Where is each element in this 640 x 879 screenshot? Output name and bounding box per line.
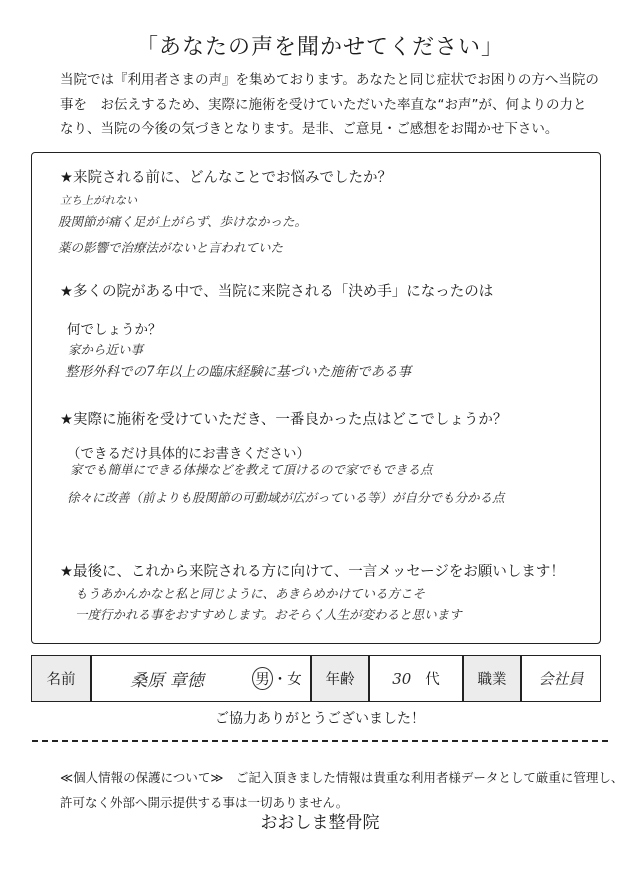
- intro-line: 事を お伝えするため、実際に施術を受けていただいた率直な“お声”が、何よりの力と: [60, 96, 587, 113]
- answer-1-1: 立ち上がれない: [60, 194, 137, 207]
- question-3: ★実際に施術を受けていただき、一番良かった点はどこでしょうか？: [60, 412, 508, 428]
- privacy-line: ≪個人情報の保護について≫ ご記入頂きました情報は貴重な利用者様データとして厳重に管理し、: [60, 770, 624, 785]
- name-value: 桑原 章徳: [130, 671, 204, 691]
- thanks-message: ご協力ありがとうございました！: [215, 711, 425, 727]
- question-4: ★最後に、これから来院される方に向けて、一言メッセージをお願いします！: [60, 564, 565, 580]
- age-field: [370, 656, 462, 701]
- name-label: 名前: [32, 656, 90, 701]
- answer-4-2: 一度行かれる事をおすすめします。おそらく人生が変わると思います: [75, 607, 462, 622]
- dashed-divider: [32, 740, 608, 742]
- gender-separator: ・: [272, 672, 288, 688]
- page-title: 「あなたの声を聞かせてください」: [135, 35, 504, 60]
- clinic-name: おおしま整骨院: [260, 813, 380, 833]
- gender-field: [244, 656, 310, 701]
- answer-2-1: 家から近い事: [68, 342, 144, 357]
- intro-text: [60, 68, 600, 142]
- age-suffix: 代: [425, 672, 440, 688]
- gender-male: 男: [252, 667, 273, 690]
- intro-line: なり、当院の今後の気づきとなります。是非、ご意見・ご感想をお聞かせ下さい。: [60, 121, 559, 137]
- answer-1-3: 薬の影響で治療法がないと言われていた: [58, 240, 284, 255]
- age-label: 年齢: [312, 656, 368, 701]
- question-2: ★多くの院がある中で、当院に来院される「決め手」になったのは: [60, 284, 494, 300]
- info-table: [31, 655, 601, 702]
- age-value: 30: [392, 669, 412, 688]
- answer-3-2: 徐々に改善（前よりも股関節の可動域が広がっている等）が自分でも分かる点: [67, 490, 505, 505]
- gender-female: 女: [287, 672, 302, 688]
- question-3-note: （できるだけ具体的にお書きください）: [67, 446, 310, 462]
- job-label: 職業: [464, 656, 520, 701]
- answer-1-2: 股関節が痛く足が上がらず、歩けなかった。: [58, 214, 308, 229]
- job-value: 会社員: [538, 670, 584, 688]
- privacy-line: 許可なく外部へ開示提供する事は一切ありません。: [60, 795, 349, 810]
- question-1: ★来院される前に、どんなことでお悩みでしたか？: [60, 170, 392, 186]
- answer-2-2: 整形外科での7年以上の臨床経験に基づいた施術である事: [65, 364, 412, 380]
- question-2-cont: 何でしょうか？: [67, 322, 162, 338]
- answer-3-1: 家でも簡単にできる体操などを教えて頂けるので家でもできる点: [70, 462, 433, 477]
- answer-4-1: もうあかんかなと私と同じように、あきらめかけている方こそ: [75, 586, 426, 601]
- intro-line: 当院では『利用者さまの声』を集めております。あなたと同じ症状でお困りの方へ当院の: [60, 72, 599, 88]
